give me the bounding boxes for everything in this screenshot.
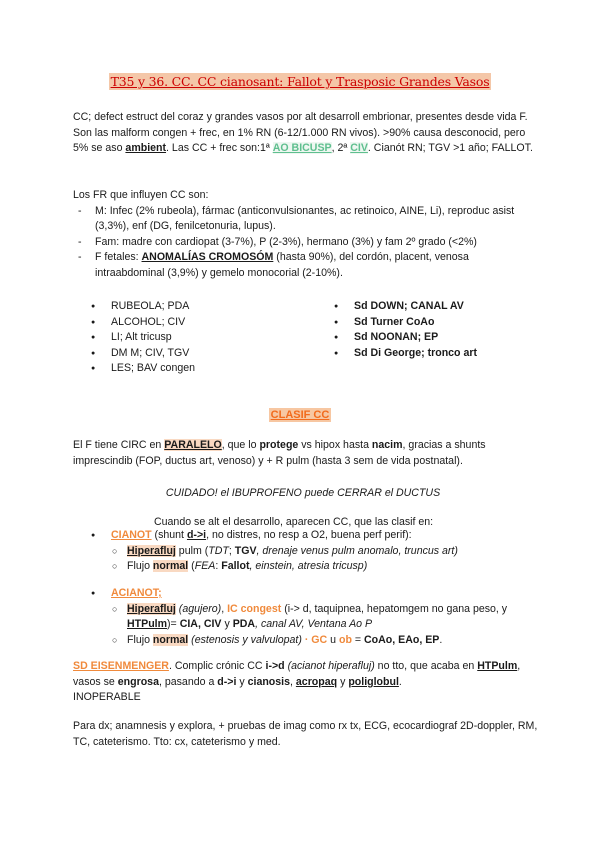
list-item: ● Sd DOWN; CANAL AV: [332, 299, 562, 315]
list-item: ● ALCOHOL; CIV: [89, 315, 329, 331]
fr-fetal: - F fetales: ANOMALÍAS CROMOSÓM (hasta 90%), del cordón, placent, venosa intraabdominal (3,9%) y gemelo monocorial (2-10%).: [73, 250, 533, 281]
list-item: ● Sd NOONAN; EP: [332, 330, 562, 346]
acianot-hiperafluj: ○ Hiperafluj (agujero), IC congest (i-> d, taquipnea, hepatomgem no gana peso, y HTPulm)= CIA, CIV y PDA, canal AV, Ventana Ao P: [89, 602, 549, 633]
left-bullet-list: [89, 299, 329, 377]
page-title-wrap: [0, 74, 600, 89]
cianot-section: ● CIANOT (shunt d->i, no distres, no resp a O2, buena perf perif): ○ Hiperafluj pulm (TDT; TGV, drenaje venus pulm anomalo, truncus art) ○ Flujo normal (FEA: Fallot, einstein, atresia tricusp): [89, 528, 549, 575]
list-item: ● DM M; CIV, TGV: [89, 346, 329, 362]
fr-maternal: - M: Infec (2% rubeola), fármac (anticonvulsionantes, ac retinoico, AINE, Li), reproduc asist (3,3%), enf (DG, fenilcetonuria, lupus).: [73, 204, 533, 235]
cianot-label: CIANOT: [111, 529, 152, 541]
dx-paragraph: Para dx; anamnesis y explora, + pruebas de imag como rx tx, ECG, ecocardiograf 2D-doppler, RM, TC, cateterismo. Tto: cx, cateterismo y med.: [73, 720, 538, 748]
clasif-heading-wrap: [0, 409, 600, 421]
list-item: ● LES; BAV congen: [89, 361, 329, 377]
clasif-heading: CLASIF CC: [270, 409, 330, 421]
civ-text: CIV: [350, 142, 368, 155]
cuando-text: Cuando se alt el desarrollo, aparecen CC, que las clasif en:: [154, 516, 434, 528]
eisenmenger-paragraph: SD EISENMENGER. Complic crónic CC i->d (acianot hiperafluj) no tto, que acaba en HTPulm, vasos se engrosa, pasando a d->i y cianosis, acropaq y poliglobul. INOPERABLE: [73, 659, 538, 706]
list-item: ● Sd Di George; tronco art: [332, 346, 562, 362]
intro-paragraph: CC; defect estruct del coraz y grandes vasos por alt desarroll embrionar, presentes desde vida F. Son las malform congen + frec, en 1% RN (6-12/1.000 RN vivos). >90% causa desconocid, pero 5% se aso ambient. Las CC + frec son:1ª AO BICUSP, 2ª CIV. Cianót RN; TGV >1 año; FALLOT.: [73, 111, 533, 155]
acianot-label: ACIANOT;: [111, 587, 162, 599]
fcirc-paragraph: El F tiene CIRC en PARALELO, que lo protege vs hipox hasta nacim, gracias a shunts imprescindib (FOP, ductus art, venoso) y + R pulm (hasta 3 sem de vida postnatal).: [73, 439, 486, 467]
cianot-normal: ○ Flujo normal (FEA: Fallot, einstein, atresia tricusp): [89, 559, 549, 575]
ao-bicusp-text: AO BICUSP: [272, 142, 332, 155]
ambient-text: ambient: [125, 142, 167, 155]
cianot-hiperafluj: ○ Hiperafluj pulm (TDT; TGV, drenaje venus pulm anomalo, truncus art): [89, 544, 549, 560]
list-item: ● Sd Turner CoAo: [332, 315, 562, 331]
page-title: T35 y 36. CC. CC cianosant: Fallot y Trasposic Grandes Vasos: [110, 74, 490, 89]
right-bullet-list: [332, 299, 562, 361]
list-item: ● RUBEOLA; PDA: [89, 299, 329, 315]
fr-family: - Fam: madre con cardiopat (3-7%), P (2-3%), hermano (3%) y fam 2º grado (<2%): [73, 235, 533, 251]
fr-heading: Los FR que influyen CC son:: [73, 189, 209, 201]
list-item: ● LI; Alt tricusp: [89, 330, 329, 346]
acianot-section: [89, 586, 549, 648]
acianot-normal: ○ Flujo normal (estenosis y valvulopat) · GC u ob = CoAo, EAo, EP.: [89, 633, 549, 649]
inoperable-text: INOPERABLE: [73, 691, 141, 704]
fr-section: [73, 188, 533, 282]
cuidado-note: CUIDADO! el IBUPROFENO puede CERRAR el DUCTUS: [165, 487, 441, 499]
